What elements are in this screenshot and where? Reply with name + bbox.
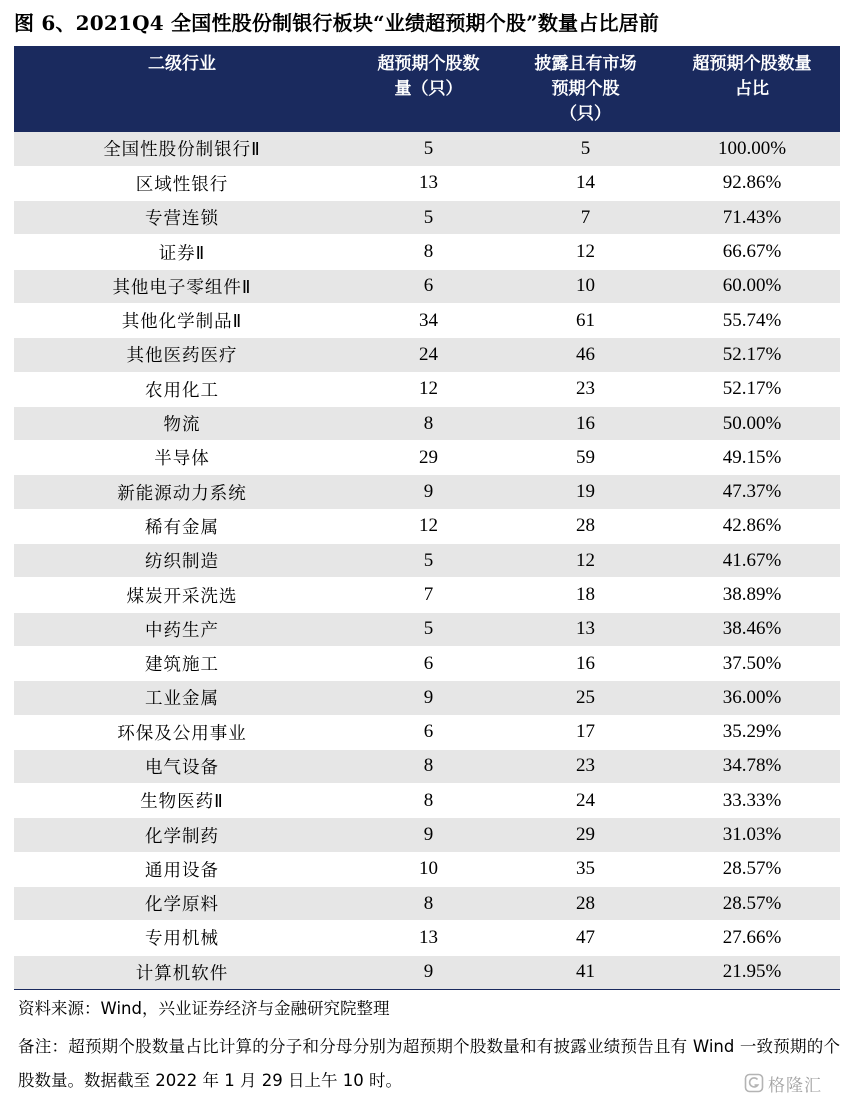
cell-beat-count: 5 (350, 132, 507, 166)
source-note: 资料来源：Wind，兴业证券经济与金融研究院整理 (18, 999, 390, 1018)
table-row (14, 646, 840, 680)
cell-industry: 化学制药 (14, 818, 350, 852)
cell-beat-count: 8 (350, 887, 507, 921)
cell-beat-ratio: 35.29% (664, 715, 840, 749)
cell-disclosed-count: 59 (507, 441, 664, 475)
cell-disclosed-count: 23 (507, 749, 664, 783)
cell-beat-ratio: 21.95% (664, 955, 840, 989)
cell-beat-ratio: 41.67% (664, 544, 840, 578)
cell-disclosed-count: 18 (507, 578, 664, 612)
cell-disclosed-count: 28 (507, 509, 664, 543)
cell-beat-ratio: 100.00% (664, 132, 840, 166)
cell-beat-ratio: 31.03% (664, 818, 840, 852)
cell-industry: 环保及公用事业 (14, 715, 350, 749)
cell-beat-count: 8 (350, 784, 507, 818)
cell-disclosed-count: 5 (507, 132, 664, 166)
cell-industry: 半导体 (14, 441, 350, 475)
table-row (14, 818, 840, 852)
data-table (14, 48, 840, 990)
cell-beat-ratio: 27.66% (664, 921, 840, 955)
cell-industry: 其他电子零组件Ⅱ (14, 269, 350, 303)
cell-beat-ratio: 42.86% (664, 509, 840, 543)
cell-disclosed-count: 16 (507, 406, 664, 440)
cell-beat-count: 8 (350, 235, 507, 269)
cell-beat-count: 29 (350, 441, 507, 475)
table-row (14, 509, 840, 543)
cell-beat-ratio: 28.57% (664, 887, 840, 921)
table-row (14, 578, 840, 612)
cell-disclosed-count: 29 (507, 818, 664, 852)
table-row (14, 132, 840, 166)
cell-beat-count: 9 (350, 681, 507, 715)
cell-disclosed-count: 12 (507, 235, 664, 269)
cell-disclosed-count: 7 (507, 201, 664, 235)
cell-beat-count: 6 (350, 715, 507, 749)
table-row (14, 406, 840, 440)
cell-beat-ratio: 47.37% (664, 475, 840, 509)
cell-beat-ratio: 52.17% (664, 338, 840, 372)
cell-disclosed-count: 35 (507, 852, 664, 886)
cell-industry: 计算机软件 (14, 955, 350, 989)
cell-industry: 证券Ⅱ (14, 235, 350, 269)
cell-disclosed-count: 17 (507, 715, 664, 749)
cell-beat-count: 5 (350, 544, 507, 578)
cell-industry: 建筑施工 (14, 646, 350, 680)
cell-beat-count: 5 (350, 612, 507, 646)
table-row (14, 612, 840, 646)
cell-beat-count: 10 (350, 852, 507, 886)
cell-beat-count: 12 (350, 509, 507, 543)
cell-industry: 电气设备 (14, 749, 350, 783)
cell-beat-ratio: 60.00% (664, 269, 840, 303)
cell-beat-count: 9 (350, 818, 507, 852)
cell-beat-count: 24 (350, 338, 507, 372)
cell-industry: 纺织制造 (14, 544, 350, 578)
cell-beat-count: 8 (350, 406, 507, 440)
cell-disclosed-count: 13 (507, 612, 664, 646)
cell-industry: 中药生产 (14, 612, 350, 646)
table-row (14, 887, 840, 921)
cell-industry: 区域性银行 (14, 166, 350, 200)
cell-beat-count: 13 (350, 166, 507, 200)
cell-industry: 专用机械 (14, 921, 350, 955)
cell-disclosed-count: 12 (507, 544, 664, 578)
table-body (14, 132, 840, 989)
cell-beat-ratio: 36.00% (664, 681, 840, 715)
cell-beat-ratio: 33.33% (664, 784, 840, 818)
figure-title: 图 6、2021Q4 全国性股份制银行板块“业绩超预期个股”数量占比居前 (14, 11, 660, 35)
cell-industry: 农用化工 (14, 372, 350, 406)
table-row (14, 475, 840, 509)
gelonghui-logo-icon (744, 1073, 764, 1093)
cell-industry: 专营连锁 (14, 201, 350, 235)
table-row (14, 235, 840, 269)
cell-industry: 新能源动力系统 (14, 475, 350, 509)
cell-industry: 化学原料 (14, 887, 350, 921)
cell-beat-count: 34 (350, 303, 507, 337)
cell-beat-ratio: 38.89% (664, 578, 840, 612)
cell-disclosed-count: 41 (507, 955, 664, 989)
remark-note: 备注：超预期个股数量占比计算的分子和分母分别为超预期个股数量和有披露业绩预告且有 Wind 一致预期的个股数量。数据截至 2022 年 1 月 29 日上午 10 时。 (18, 1037, 840, 1090)
table-row (14, 441, 840, 475)
watermark (744, 1070, 822, 1096)
cell-industry: 煤炭开采洗选 (14, 578, 350, 612)
cell-beat-ratio: 55.74% (664, 303, 840, 337)
cell-industry: 其他化学制品Ⅱ (14, 303, 350, 337)
cell-beat-ratio: 52.17% (664, 372, 840, 406)
cell-beat-count: 6 (350, 269, 507, 303)
cell-disclosed-count: 28 (507, 887, 664, 921)
header-beat-count: 超预期个股数 量（只） (377, 54, 480, 99)
table-row (14, 303, 840, 337)
cell-disclosed-count: 24 (507, 784, 664, 818)
cell-beat-count: 9 (350, 955, 507, 989)
cell-beat-ratio: 49.15% (664, 441, 840, 475)
cell-disclosed-count: 25 (507, 681, 664, 715)
watermark-text: 格隆汇 (768, 1075, 822, 1096)
table-row (14, 715, 840, 749)
cell-industry: 稀有金属 (14, 509, 350, 543)
cell-beat-count: 7 (350, 578, 507, 612)
cell-industry: 生物医药Ⅱ (14, 784, 350, 818)
cell-disclosed-count: 16 (507, 646, 664, 680)
cell-disclosed-count: 23 (507, 372, 664, 406)
table-row (14, 372, 840, 406)
table-row (14, 681, 840, 715)
table-row (14, 269, 840, 303)
cell-disclosed-count: 14 (507, 166, 664, 200)
cell-beat-count: 5 (350, 201, 507, 235)
header-industry: 二级行业 (148, 54, 216, 74)
cell-beat-count: 6 (350, 646, 507, 680)
table-bottom-rule (14, 989, 840, 990)
cell-beat-ratio: 38.46% (664, 612, 840, 646)
cell-beat-ratio: 50.00% (664, 406, 840, 440)
cell-beat-ratio: 92.86% (664, 166, 840, 200)
cell-beat-count: 13 (350, 921, 507, 955)
table-header-row (14, 48, 840, 132)
cell-industry: 通用设备 (14, 852, 350, 886)
header-disclosed-count: 披露且有市场 预期个股 （只） (534, 54, 637, 124)
cell-disclosed-count: 10 (507, 269, 664, 303)
cell-disclosed-count: 61 (507, 303, 664, 337)
table-row (14, 852, 840, 886)
cell-industry: 物流 (14, 406, 350, 440)
table-row (14, 544, 840, 578)
cell-industry: 其他医药医疗 (14, 338, 350, 372)
header-beat-ratio: 超预期个股数量 占比 (692, 54, 812, 99)
cell-beat-count: 8 (350, 749, 507, 783)
cell-beat-count: 9 (350, 475, 507, 509)
cell-disclosed-count: 47 (507, 921, 664, 955)
table-row (14, 338, 840, 372)
table-row (14, 201, 840, 235)
cell-beat-ratio: 37.50% (664, 646, 840, 680)
table-row (14, 955, 840, 989)
cell-disclosed-count: 19 (507, 475, 664, 509)
cell-industry: 全国性股份制银行Ⅱ (14, 132, 350, 166)
cell-beat-ratio: 28.57% (664, 852, 840, 886)
table-row (14, 921, 840, 955)
cell-disclosed-count: 46 (507, 338, 664, 372)
cell-beat-ratio: 34.78% (664, 749, 840, 783)
table-row (14, 166, 840, 200)
table-row (14, 749, 840, 783)
cell-beat-ratio: 71.43% (664, 201, 840, 235)
cell-industry: 工业金属 (14, 681, 350, 715)
cell-beat-count: 12 (350, 372, 507, 406)
cell-beat-ratio: 66.67% (664, 235, 840, 269)
table-row (14, 784, 840, 818)
